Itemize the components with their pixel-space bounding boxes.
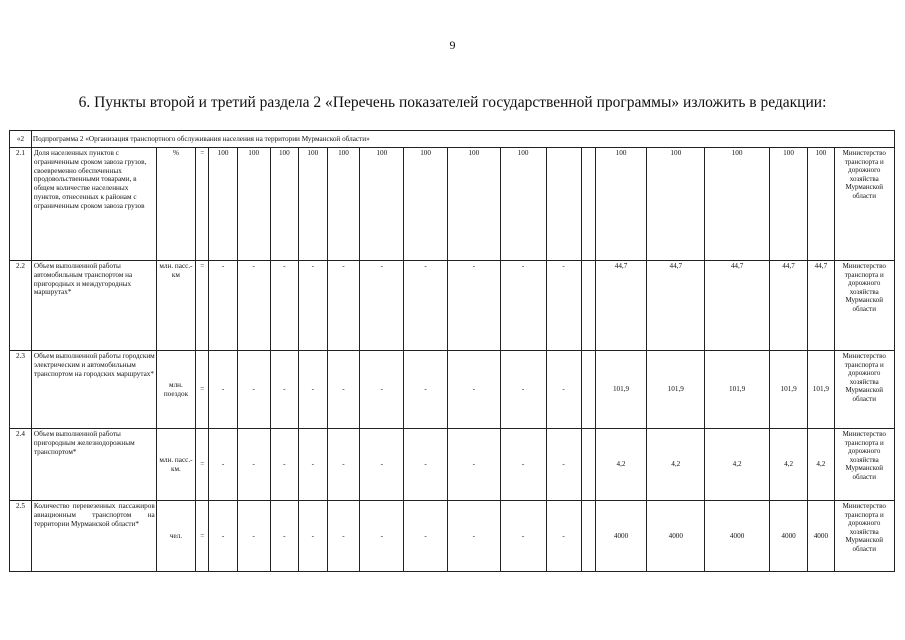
unit: млн. пасс.- км.	[156, 429, 195, 501]
responsible-body: Министерство транспорта и дорожного хозяйства Мурманской области	[834, 148, 894, 261]
value-cell: -	[299, 351, 327, 429]
value-cell: -	[447, 429, 500, 501]
value-cell: -	[447, 351, 500, 429]
value-cell: 4,2	[647, 429, 705, 501]
sign: =	[196, 148, 209, 261]
indicator-name: Количество перевезенных пассажиров авиационным транспортом на территории Мурманской области*	[31, 501, 156, 572]
value-cell: -	[209, 429, 237, 501]
value-cell: 100	[500, 148, 546, 261]
value-cell: 4,2	[769, 429, 807, 501]
sign: =	[196, 501, 209, 572]
value-cell: 4000	[808, 501, 834, 572]
indicator-name: Объем выполненной работы городским электрическим и автомобильным транспортом на городских маршрутах*	[31, 351, 156, 429]
value-cell: 101,9	[647, 351, 705, 429]
value-cell: -	[237, 351, 270, 429]
value-cell: -	[237, 261, 270, 351]
value-cell: -	[299, 261, 327, 351]
value-cell: 100	[808, 148, 834, 261]
table-row	[10, 501, 895, 572]
sign: =	[196, 261, 209, 351]
value-cell: -	[209, 351, 237, 429]
table-row	[10, 351, 895, 429]
value-cell: 101,9	[595, 351, 646, 429]
sign: =	[196, 351, 209, 429]
value-cell: -	[270, 351, 298, 429]
value-cell: -	[546, 351, 581, 429]
value-cell: 100	[647, 148, 705, 261]
value-cell: -	[500, 429, 546, 501]
value-cell	[581, 351, 595, 429]
value-cell: -	[360, 429, 404, 501]
value-cell: 100	[327, 148, 360, 261]
unit: чел.	[156, 501, 195, 572]
value-cell: -	[327, 501, 360, 572]
value-cell	[581, 148, 595, 261]
page-number: 9	[449, 38, 456, 52]
indicator-name: Объем выполненной работы пригородным железнодорожным транспортом*	[31, 429, 156, 501]
value-cell: 100	[404, 148, 448, 261]
value-cell: -	[327, 429, 360, 501]
value-cell: 4,2	[705, 429, 770, 501]
value-cell: 100	[705, 148, 770, 261]
responsible-body: Министерство транспорта и дорожного хозяйства Мурманской области	[834, 261, 894, 351]
value-cell: -	[327, 261, 360, 351]
table-row	[10, 261, 895, 351]
value-cell: 101,9	[808, 351, 834, 429]
value-cell: -	[237, 429, 270, 501]
value-cell: 100	[270, 148, 298, 261]
value-cell: 100	[237, 148, 270, 261]
value-cell: 100	[209, 148, 237, 261]
subprogram-row	[10, 131, 895, 148]
value-cell: -	[404, 429, 448, 501]
value-cell: 44,7	[705, 261, 770, 351]
subprogram-title: Подпрограмма 2 «Организация транспортного обслуживания населения на территории Мурманской области»	[31, 131, 894, 148]
value-cell: -	[404, 261, 448, 351]
sign: =	[196, 429, 209, 501]
row-num: 2.1	[10, 148, 32, 261]
value-cell: 100	[447, 148, 500, 261]
value-cell: -	[404, 351, 448, 429]
value-cell: -	[546, 261, 581, 351]
page-heading: 6. Пункты второй и третий раздела 2 «Перечень показателей государственной программы» изложить в редакции:	[78, 94, 827, 111]
indicator-name: Доля населенных пунктов с ограниченным сроком завоза грузов, своевременно обеспеченных продовольственными товарами, в общем количестве населенных пунктов, отнесенных к районам с ограниченным сроком завоза грузов	[31, 148, 156, 261]
value-cell: 4000	[705, 501, 770, 572]
value-cell: 4000	[769, 501, 807, 572]
unit: млн. поездок	[156, 351, 195, 429]
value-cell: -	[237, 501, 270, 572]
value-cell: 44,7	[769, 261, 807, 351]
value-cell: -	[360, 501, 404, 572]
value-cell: 44,7	[647, 261, 705, 351]
row-num: 2.2	[10, 261, 32, 351]
value-cell: -	[360, 351, 404, 429]
value-cell: -	[447, 261, 500, 351]
value-cell: 101,9	[769, 351, 807, 429]
value-cell: -	[209, 501, 237, 572]
value-cell	[581, 261, 595, 351]
unit: %	[156, 148, 195, 261]
value-cell: -	[447, 501, 500, 572]
row-num: 2.4	[10, 429, 32, 501]
value-cell: 44,7	[595, 261, 646, 351]
value-cell	[581, 501, 595, 572]
value-cell: 4,2	[808, 429, 834, 501]
value-cell: -	[270, 261, 298, 351]
value-cell: -	[270, 501, 298, 572]
value-cell: -	[209, 261, 237, 351]
value-cell: -	[546, 501, 581, 572]
indicators-table	[9, 130, 895, 572]
value-cell: -	[360, 261, 404, 351]
value-cell: -	[500, 501, 546, 572]
responsible-body: Министерство транспорта и дорожного хозяйства Мурманской области	[834, 429, 894, 501]
row-num: 2.5	[10, 501, 32, 572]
row-num: 2.3	[10, 351, 32, 429]
value-cell: 4000	[595, 501, 646, 572]
responsible-body: Министерство транспорта и дорожного хозяйства Мурманской области	[834, 351, 894, 429]
value-cell: 44,7	[808, 261, 834, 351]
value-cell: 100	[595, 148, 646, 261]
value-cell: 4,2	[595, 429, 646, 501]
value-cell: -	[299, 429, 327, 501]
value-cell: -	[404, 501, 448, 572]
value-cell: -	[500, 261, 546, 351]
value-cell	[546, 148, 581, 261]
indicator-name: Объем выполненной работы автомобильным транспортом на пригородных и междугородных маршрутах*	[31, 261, 156, 351]
value-cell: -	[299, 501, 327, 572]
value-cell: -	[270, 429, 298, 501]
value-cell: 100	[360, 148, 404, 261]
unit: млн. пасс.- км	[156, 261, 195, 351]
value-cell: -	[546, 429, 581, 501]
responsible-body: Министерство транспорта и дорожного хозяйства Мурманской области	[834, 501, 894, 572]
value-cell: 4000	[647, 501, 705, 572]
subprogram-num: «2	[10, 131, 32, 148]
value-cell: 101,9	[705, 351, 770, 429]
table-row	[10, 429, 895, 501]
value-cell	[581, 429, 595, 501]
value-cell: -	[500, 351, 546, 429]
table-row	[10, 148, 895, 261]
value-cell: 100	[769, 148, 807, 261]
value-cell: -	[327, 351, 360, 429]
value-cell: 100	[299, 148, 327, 261]
